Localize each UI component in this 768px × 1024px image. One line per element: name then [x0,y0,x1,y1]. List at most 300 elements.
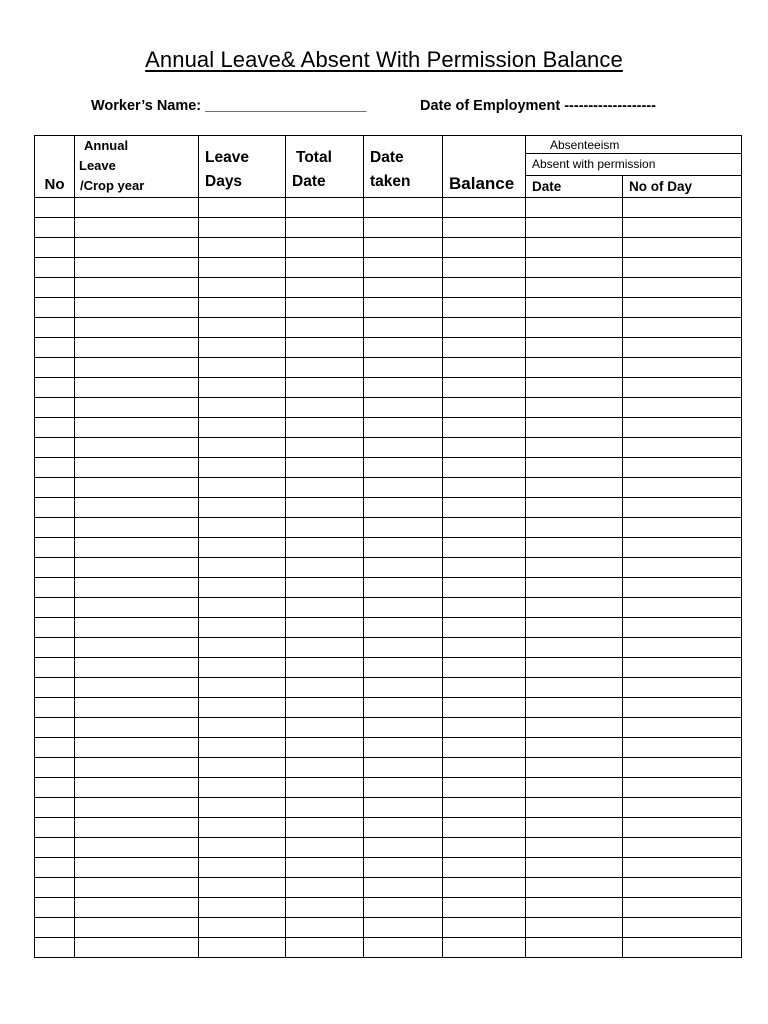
cell-total-date[interactable] [286,858,364,878]
cell-absent-date[interactable] [526,598,623,618]
cell-date-taken[interactable] [364,638,443,658]
cell-date-taken[interactable] [364,658,443,678]
cell-leave-days[interactable] [199,478,286,498]
cell-absent-date[interactable] [526,398,623,418]
cell-leave-days[interactable] [199,858,286,878]
cell-annual-leave[interactable] [75,838,199,858]
cell-no[interactable] [35,278,75,298]
cell-absent-date[interactable] [526,538,623,558]
cell-no[interactable] [35,638,75,658]
cell-absent-date[interactable] [526,478,623,498]
cell-leave-days[interactable] [199,558,286,578]
cell-no[interactable] [35,198,75,218]
cell-leave-days[interactable] [199,438,286,458]
cell-leave-days[interactable] [199,638,286,658]
cell-date-taken[interactable] [364,858,443,878]
cell-no[interactable] [35,618,75,638]
cell-no-of-day[interactable] [623,498,742,518]
cell-absent-date[interactable] [526,698,623,718]
cell-no[interactable] [35,738,75,758]
cell-no-of-day[interactable] [623,598,742,618]
cell-no[interactable] [35,558,75,578]
cell-date-taken[interactable] [364,278,443,298]
cell-annual-leave[interactable] [75,238,199,258]
cell-total-date[interactable] [286,538,364,558]
cell-total-date[interactable] [286,298,364,318]
cell-absent-date[interactable] [526,198,623,218]
cell-annual-leave[interactable] [75,418,199,438]
cell-leave-days[interactable] [199,318,286,338]
cell-balance[interactable] [443,798,526,818]
cell-leave-days[interactable] [199,258,286,278]
cell-absent-date[interactable] [526,298,623,318]
cell-no-of-day[interactable] [623,918,742,938]
cell-no-of-day[interactable] [623,798,742,818]
cell-date-taken[interactable] [364,378,443,398]
cell-date-taken[interactable] [364,298,443,318]
cell-date-taken[interactable] [364,458,443,478]
cell-balance[interactable] [443,598,526,618]
cell-absent-date[interactable] [526,838,623,858]
cell-absent-date[interactable] [526,658,623,678]
cell-no-of-day[interactable] [623,458,742,478]
cell-annual-leave[interactable] [75,478,199,498]
cell-annual-leave[interactable] [75,298,199,318]
cell-no-of-day[interactable] [623,278,742,298]
cell-no[interactable] [35,818,75,838]
cell-balance[interactable] [443,858,526,878]
cell-annual-leave[interactable] [75,898,199,918]
cell-balance[interactable] [443,498,526,518]
cell-absent-date[interactable] [526,898,623,918]
cell-absent-date[interactable] [526,258,623,278]
cell-date-taken[interactable] [364,258,443,278]
cell-total-date[interactable] [286,578,364,598]
cell-no[interactable] [35,938,75,958]
cell-annual-leave[interactable] [75,778,199,798]
cell-total-date[interactable] [286,238,364,258]
cell-date-taken[interactable] [364,778,443,798]
cell-date-taken[interactable] [364,878,443,898]
cell-leave-days[interactable] [199,918,286,938]
cell-absent-date[interactable] [526,578,623,598]
cell-total-date[interactable] [286,258,364,278]
cell-total-date[interactable] [286,498,364,518]
cell-total-date[interactable] [286,798,364,818]
cell-no-of-day[interactable] [623,438,742,458]
cell-balance[interactable] [443,218,526,238]
cell-leave-days[interactable] [199,298,286,318]
cell-total-date[interactable] [286,198,364,218]
cell-absent-date[interactable] [526,318,623,338]
cell-date-taken[interactable] [364,558,443,578]
cell-total-date[interactable] [286,678,364,698]
cell-no[interactable] [35,518,75,538]
cell-balance[interactable] [443,658,526,678]
cell-annual-leave[interactable] [75,558,199,578]
cell-absent-date[interactable] [526,918,623,938]
cell-annual-leave[interactable] [75,278,199,298]
cell-date-taken[interactable] [364,538,443,558]
cell-absent-date[interactable] [526,858,623,878]
cell-balance[interactable] [443,738,526,758]
cell-absent-date[interactable] [526,278,623,298]
cell-no-of-day[interactable] [623,638,742,658]
cell-date-taken[interactable] [364,478,443,498]
cell-balance[interactable] [443,418,526,438]
cell-no-of-day[interactable] [623,778,742,798]
cell-no[interactable] [35,218,75,238]
cell-annual-leave[interactable] [75,218,199,238]
cell-no-of-day[interactable] [623,878,742,898]
cell-total-date[interactable] [286,358,364,378]
cell-leave-days[interactable] [199,538,286,558]
cell-absent-date[interactable] [526,798,623,818]
cell-no-of-day[interactable] [623,838,742,858]
cell-no[interactable] [35,498,75,518]
cell-balance[interactable] [443,678,526,698]
cell-absent-date[interactable] [526,418,623,438]
cell-no[interactable] [35,478,75,498]
cell-annual-leave[interactable] [75,578,199,598]
cell-no-of-day[interactable] [623,318,742,338]
cell-total-date[interactable] [286,638,364,658]
cell-balance[interactable] [443,318,526,338]
cell-total-date[interactable] [286,818,364,838]
cell-leave-days[interactable] [199,938,286,958]
cell-leave-days[interactable] [199,758,286,778]
cell-absent-date[interactable] [526,218,623,238]
cell-date-taken[interactable] [364,498,443,518]
cell-leave-days[interactable] [199,238,286,258]
cell-leave-days[interactable] [199,798,286,818]
cell-no[interactable] [35,698,75,718]
cell-balance[interactable] [443,518,526,538]
cell-no[interactable] [35,298,75,318]
cell-annual-leave[interactable] [75,518,199,538]
cell-leave-days[interactable] [199,578,286,598]
cell-annual-leave[interactable] [75,938,199,958]
cell-total-date[interactable] [286,898,364,918]
cell-balance[interactable] [443,298,526,318]
cell-no-of-day[interactable] [623,478,742,498]
cell-total-date[interactable] [286,338,364,358]
cell-total-date[interactable] [286,398,364,418]
cell-leave-days[interactable] [199,378,286,398]
cell-total-date[interactable] [286,598,364,618]
cell-balance[interactable] [443,198,526,218]
cell-absent-date[interactable] [526,738,623,758]
cell-absent-date[interactable] [526,438,623,458]
cell-leave-days[interactable] [199,338,286,358]
cell-no-of-day[interactable] [623,378,742,398]
cell-no-of-day[interactable] [623,418,742,438]
cell-no[interactable] [35,418,75,438]
cell-date-taken[interactable] [364,358,443,378]
cell-no-of-day[interactable] [623,518,742,538]
cell-total-date[interactable] [286,718,364,738]
cell-balance[interactable] [443,618,526,638]
cell-absent-date[interactable] [526,338,623,358]
cell-total-date[interactable] [286,658,364,678]
cell-no-of-day[interactable] [623,398,742,418]
cell-no-of-day[interactable] [623,938,742,958]
cell-no[interactable] [35,438,75,458]
cell-no[interactable] [35,918,75,938]
cell-balance[interactable] [443,398,526,418]
cell-total-date[interactable] [286,378,364,398]
cell-absent-date[interactable] [526,818,623,838]
cell-balance[interactable] [443,458,526,478]
cell-absent-date[interactable] [526,498,623,518]
cell-leave-days[interactable] [199,878,286,898]
cell-no[interactable] [35,578,75,598]
cell-leave-days[interactable] [199,278,286,298]
cell-no[interactable] [35,798,75,818]
cell-no-of-day[interactable] [623,898,742,918]
cell-absent-date[interactable] [526,678,623,698]
cell-no[interactable] [35,898,75,918]
cell-annual-leave[interactable] [75,738,199,758]
cell-annual-leave[interactable] [75,618,199,638]
cell-absent-date[interactable] [526,518,623,538]
cell-no[interactable] [35,458,75,478]
cell-date-taken[interactable] [364,218,443,238]
cell-total-date[interactable] [286,418,364,438]
cell-absent-date[interactable] [526,638,623,658]
cell-absent-date[interactable] [526,778,623,798]
cell-no[interactable] [35,658,75,678]
cell-annual-leave[interactable] [75,358,199,378]
cell-no-of-day[interactable] [623,718,742,738]
cell-annual-leave[interactable] [75,498,199,518]
cell-no[interactable] [35,838,75,858]
cell-leave-days[interactable] [199,818,286,838]
cell-no-of-day[interactable] [623,858,742,878]
cell-annual-leave[interactable] [75,858,199,878]
cell-no-of-day[interactable] [623,578,742,598]
cell-total-date[interactable] [286,938,364,958]
cell-absent-date[interactable] [526,618,623,638]
cell-total-date[interactable] [286,618,364,638]
cell-balance[interactable] [443,838,526,858]
cell-date-taken[interactable] [364,238,443,258]
cell-no-of-day[interactable] [623,658,742,678]
cell-leave-days[interactable] [199,898,286,918]
cell-annual-leave[interactable] [75,878,199,898]
cell-annual-leave[interactable] [75,798,199,818]
cell-annual-leave[interactable] [75,318,199,338]
cell-total-date[interactable] [286,758,364,778]
cell-no-of-day[interactable] [623,218,742,238]
cell-balance[interactable] [443,898,526,918]
cell-leave-days[interactable] [199,618,286,638]
cell-balance[interactable] [443,758,526,778]
cell-annual-leave[interactable] [75,398,199,418]
cell-annual-leave[interactable] [75,198,199,218]
cell-annual-leave[interactable] [75,718,199,738]
cell-no[interactable] [35,858,75,878]
cell-no[interactable] [35,598,75,618]
cell-absent-date[interactable] [526,238,623,258]
cell-date-taken[interactable] [364,198,443,218]
cell-no-of-day[interactable] [623,338,742,358]
cell-annual-leave[interactable] [75,818,199,838]
cell-annual-leave[interactable] [75,378,199,398]
cell-no[interactable] [35,358,75,378]
cell-absent-date[interactable] [526,878,623,898]
cell-balance[interactable] [443,938,526,958]
cell-no-of-day[interactable] [623,618,742,638]
cell-no[interactable] [35,538,75,558]
cell-annual-leave[interactable] [75,698,199,718]
cell-date-taken[interactable] [364,518,443,538]
cell-leave-days[interactable] [199,838,286,858]
cell-no[interactable] [35,338,75,358]
cell-no[interactable] [35,718,75,738]
cell-no-of-day[interactable] [623,198,742,218]
cell-leave-days[interactable] [199,778,286,798]
cell-total-date[interactable] [286,838,364,858]
cell-annual-leave[interactable] [75,538,199,558]
cell-leave-days[interactable] [199,218,286,238]
cell-balance[interactable] [443,698,526,718]
cell-date-taken[interactable] [364,718,443,738]
cell-absent-date[interactable] [526,718,623,738]
cell-leave-days[interactable] [199,498,286,518]
cell-leave-days[interactable] [199,518,286,538]
cell-balance[interactable] [443,438,526,458]
cell-date-taken[interactable] [364,678,443,698]
cell-balance[interactable] [443,378,526,398]
cell-no[interactable] [35,878,75,898]
cell-total-date[interactable] [286,218,364,238]
cell-absent-date[interactable] [526,938,623,958]
cell-balance[interactable] [443,778,526,798]
cell-no[interactable] [35,238,75,258]
cell-balance[interactable] [443,558,526,578]
cell-no[interactable] [35,778,75,798]
cell-balance[interactable] [443,358,526,378]
cell-balance[interactable] [443,538,526,558]
cell-date-taken[interactable] [364,438,443,458]
cell-date-taken[interactable] [364,918,443,938]
cell-balance[interactable] [443,338,526,358]
cell-leave-days[interactable] [199,698,286,718]
cell-absent-date[interactable] [526,378,623,398]
cell-date-taken[interactable] [364,598,443,618]
cell-leave-days[interactable] [199,398,286,418]
cell-total-date[interactable] [286,878,364,898]
cell-date-taken[interactable] [364,738,443,758]
cell-balance[interactable] [443,578,526,598]
cell-balance[interactable] [443,638,526,658]
cell-total-date[interactable] [286,518,364,538]
cell-balance[interactable] [443,878,526,898]
cell-leave-days[interactable] [199,418,286,438]
cell-no-of-day[interactable] [623,358,742,378]
cell-total-date[interactable] [286,778,364,798]
cell-date-taken[interactable] [364,698,443,718]
cell-no-of-day[interactable] [623,698,742,718]
cell-balance[interactable] [443,718,526,738]
cell-no-of-day[interactable] [623,538,742,558]
cell-annual-leave[interactable] [75,658,199,678]
cell-date-taken[interactable] [364,838,443,858]
cell-no[interactable] [35,758,75,778]
cell-no-of-day[interactable] [623,558,742,578]
cell-leave-days[interactable] [199,738,286,758]
cell-annual-leave[interactable] [75,678,199,698]
cell-total-date[interactable] [286,558,364,578]
cell-balance[interactable] [443,478,526,498]
cell-absent-date[interactable] [526,358,623,378]
cell-no[interactable] [35,318,75,338]
cell-total-date[interactable] [286,698,364,718]
cell-leave-days[interactable] [199,718,286,738]
cell-date-taken[interactable] [364,418,443,438]
cell-date-taken[interactable] [364,818,443,838]
cell-balance[interactable] [443,278,526,298]
cell-balance[interactable] [443,918,526,938]
cell-annual-leave[interactable] [75,458,199,478]
cell-no-of-day[interactable] [623,298,742,318]
cell-total-date[interactable] [286,458,364,478]
cell-total-date[interactable] [286,438,364,458]
cell-annual-leave[interactable] [75,438,199,458]
cell-total-date[interactable] [286,738,364,758]
cell-date-taken[interactable] [364,618,443,638]
cell-no[interactable] [35,258,75,278]
cell-date-taken[interactable] [364,318,443,338]
cell-no-of-day[interactable] [623,258,742,278]
cell-date-taken[interactable] [364,938,443,958]
cell-balance[interactable] [443,238,526,258]
cell-leave-days[interactable] [199,358,286,378]
cell-no[interactable] [35,378,75,398]
cell-date-taken[interactable] [364,578,443,598]
cell-no-of-day[interactable] [623,738,742,758]
cell-no-of-day[interactable] [623,758,742,778]
cell-date-taken[interactable] [364,758,443,778]
cell-absent-date[interactable] [526,758,623,778]
cell-leave-days[interactable] [199,458,286,478]
cell-annual-leave[interactable] [75,638,199,658]
cell-annual-leave[interactable] [75,758,199,778]
cell-total-date[interactable] [286,918,364,938]
cell-annual-leave[interactable] [75,258,199,278]
cell-date-taken[interactable] [364,398,443,418]
cell-absent-date[interactable] [526,458,623,478]
cell-absent-date[interactable] [526,558,623,578]
cell-no-of-day[interactable] [623,818,742,838]
cell-total-date[interactable] [286,478,364,498]
cell-annual-leave[interactable] [75,918,199,938]
cell-balance[interactable] [443,258,526,278]
cell-balance[interactable] [443,818,526,838]
cell-date-taken[interactable] [364,898,443,918]
cell-annual-leave[interactable] [75,338,199,358]
cell-leave-days[interactable] [199,598,286,618]
cell-total-date[interactable] [286,318,364,338]
cell-no-of-day[interactable] [623,678,742,698]
cell-date-taken[interactable] [364,798,443,818]
cell-leave-days[interactable] [199,198,286,218]
cell-leave-days[interactable] [199,658,286,678]
cell-no[interactable] [35,678,75,698]
cell-no-of-day[interactable] [623,238,742,258]
cell-total-date[interactable] [286,278,364,298]
